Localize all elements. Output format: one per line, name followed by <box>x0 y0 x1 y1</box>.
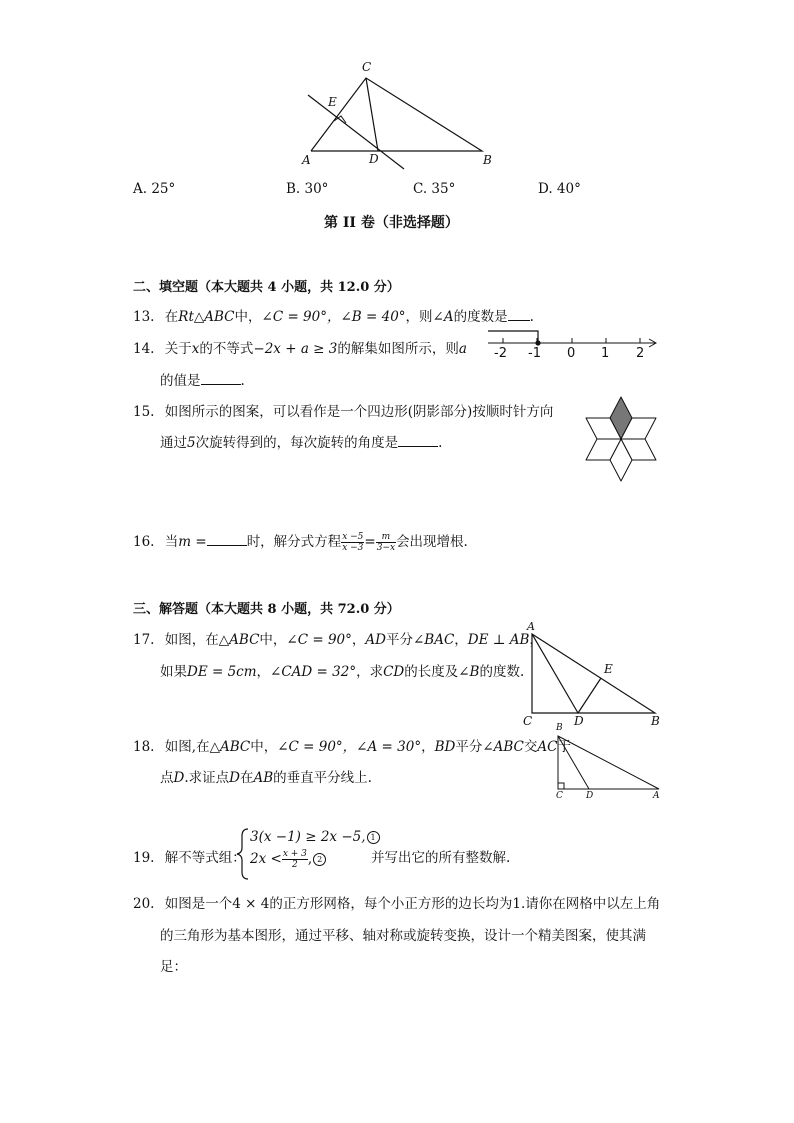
fig17-label-d: D <box>574 714 584 728</box>
q19-text: 解不等式组： <box>164 850 246 866</box>
fig18-label-a: A <box>653 791 660 801</box>
q13-text: . <box>529 309 534 325</box>
q13-number: 13. <box>133 309 155 325</box>
q14-math: x <box>191 341 200 357</box>
q19-fraction: $\frac{x + 3}{2}$ <box>282 849 307 870</box>
label-a: A <box>302 153 311 167</box>
q16-math: m = <box>178 534 207 550</box>
q13-text: 的度数是 <box>453 309 508 325</box>
label-e: E <box>328 95 337 109</box>
q15-text: . <box>438 435 443 451</box>
q16-text: 时，解分式方程 <box>246 534 342 550</box>
label-d: D <box>369 152 379 166</box>
tick-label: -2 <box>494 346 507 361</box>
tick-label: 2 <box>636 346 645 361</box>
q13-text: 在 <box>164 309 179 325</box>
label-b: B <box>483 153 492 167</box>
q15-text: 如图所示的图案，可以看作是一个四边形(阴影部分)按顺时针方向 <box>164 404 554 420</box>
q13-math: Rt△ABC <box>178 309 235 325</box>
fig17-label-a: A <box>527 620 535 633</box>
choice-a: A. 25° <box>133 181 176 197</box>
q16-equals: = <box>364 534 376 550</box>
q14-number: 14. <box>133 341 155 357</box>
q14-text: 的值是 <box>160 373 201 389</box>
tick-label: 0 <box>567 346 576 361</box>
question-17-line2: 如果DE = 5cm，∠CAD = 32°，求CD的长度及∠B的度数. <box>160 664 525 680</box>
q13-math: ∠A <box>432 309 454 325</box>
fig17-label-c: C <box>523 714 533 728</box>
question-18-line2: 点D.求证点D在AB的垂直平分线上. <box>160 770 372 786</box>
q19-tail: 并写出它的所有整数解. <box>371 850 511 866</box>
q15-text: 通过 <box>160 435 187 451</box>
q14-math: −2x + a ≥ 3 <box>253 341 338 357</box>
choice-d: D. 40° <box>538 181 581 197</box>
q16-fraction-1: $\frac{x -5}{x -3}$ <box>342 532 364 553</box>
q17-number: 17. <box>133 632 155 648</box>
q13-math: ∠C = 90°，∠B = 40° <box>261 309 406 325</box>
question-20 <box>133 892 660 912</box>
question-18: 18. 如图,在△ABC中，∠C = 90°，∠A = 30°，BD平分∠ABC交AC于 <box>133 739 571 755</box>
q15-text: 次旋转得到的，每次旋转的角度是 <box>195 435 399 451</box>
choice-c: C. 35° <box>413 181 456 197</box>
q14-text: . <box>240 373 245 389</box>
section3-heading: 三、解答题（本大题共 8 小题，共 72.0 分） <box>133 602 400 617</box>
q19-inequality-1: 3(x −1) ≥ 2x −5, 1 <box>250 829 380 845</box>
part2-title: 第 II 卷（非选择题） <box>324 215 459 231</box>
q14-text: 的不等式 <box>199 341 254 357</box>
fig18-label-c: C <box>556 791 563 801</box>
fig18-label-d: D <box>586 791 594 801</box>
section2-heading: 二、填空题（本大题共 4 小题，共 12.0 分） <box>133 280 400 295</box>
question-20-line3: 足： <box>160 959 187 975</box>
q16-text: 当 <box>164 534 179 550</box>
fig17-label-e: E <box>604 662 613 676</box>
q14-text: 关于 <box>164 341 192 357</box>
q14-text: 的解集如图所示，则 <box>337 341 459 357</box>
q15-math: 5 <box>187 435 196 451</box>
q15-number: 15. <box>133 404 155 420</box>
tick-label: -1 <box>528 346 541 361</box>
q13-text: ，则 <box>405 309 433 325</box>
circled-2: 2 <box>313 853 326 866</box>
q18-number: 18. <box>133 739 155 755</box>
q16-fraction-2: $\frac{m}{3-x}$ <box>376 532 396 553</box>
q13-text: 中， <box>234 309 262 325</box>
q20-number: 20. <box>133 896 155 912</box>
q19-inequality-2: 2x < $\frac{x + 3}{2}$ , 2 <box>250 849 326 870</box>
q16-number: 16. <box>133 534 155 550</box>
q19-number: 19. <box>133 850 155 866</box>
tick-label: 1 <box>601 346 610 361</box>
q20-text: 如图是一个4 × 4的正方形网格，每个小正方形的边长均为1.请你在网格中以左上角 <box>164 896 661 912</box>
choice-b: B. 30° <box>286 181 329 197</box>
q14-math: a <box>458 341 467 357</box>
question-20-line2: 的三角形为基本图形，通过平移、轴对称或旋转变换，设计一个精美图案，使其满 <box>160 928 646 944</box>
fig18-label-b: B <box>556 723 563 733</box>
circled-1: 1 <box>367 831 380 844</box>
fig17-label-b: B <box>651 714 660 728</box>
label-c: C <box>362 60 372 74</box>
q16-text: 会出现增根. <box>396 534 468 550</box>
question-17: 17. 如图，在△ABC中，∠C = 90°，AD平分∠BAC，DE ⊥ AB， <box>133 632 543 648</box>
